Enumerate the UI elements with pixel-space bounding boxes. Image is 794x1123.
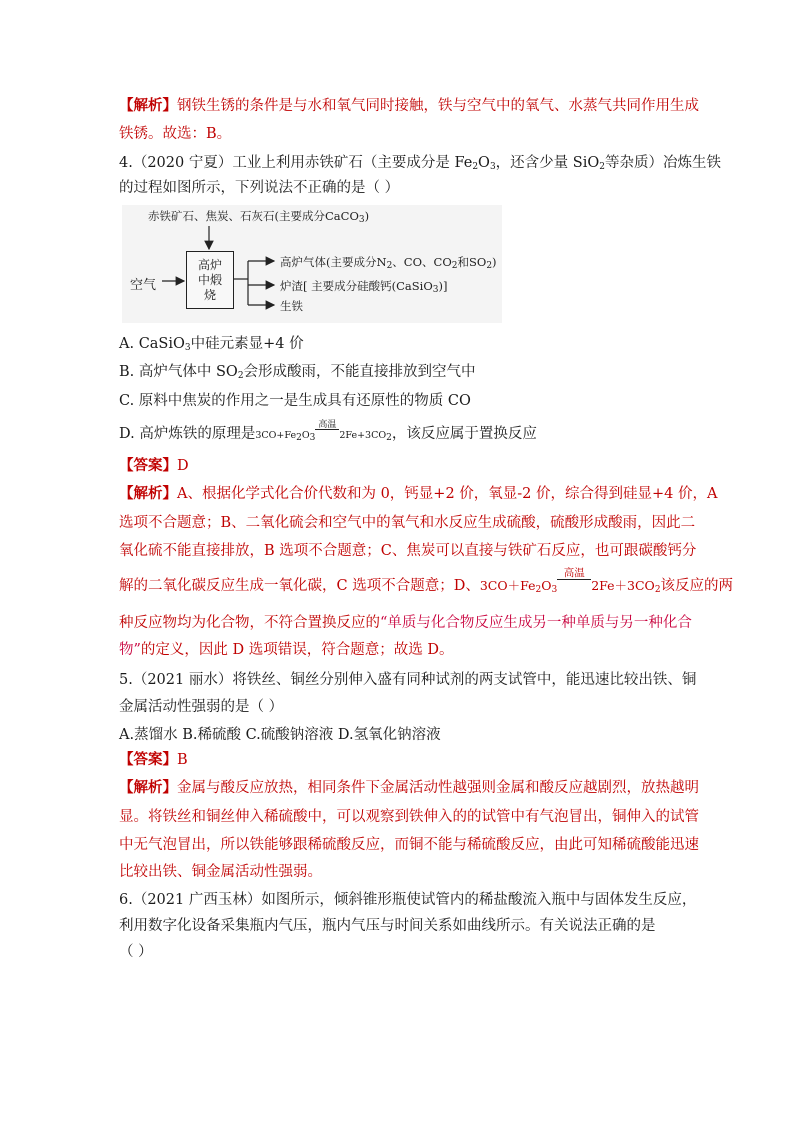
q5-options: A.蒸馏水 B.稀硫酸 C.硫酸钠溶液 D.氢氧化钠溶液 (119, 727, 441, 743)
q5-stem-line2: 金属活动性强弱的是（ ） (119, 699, 284, 715)
q4-option-d: D. 高炉炼铁的原理是$3CO+Fe_2O_3$ 高温 $2Fe+3CO_2$，该反应属于置换反应 (119, 420, 537, 443)
q4-analysis-line3: 氧化硫不能直接排放，B 选项不合题意；C、焦炭可以直接与铁矿石反应，也可跟碳酸钙分 (119, 543, 697, 559)
q3-analysis-line1: 【解析】钢铁生锈的条件是与水和氧气同时接触，铁与空气中的氧气、水蒸气共同作用生成 (119, 97, 699, 114)
diagram-output-iron: 生铁 (280, 299, 303, 313)
q4-answer: 【答案】D (119, 457, 189, 474)
q6-stem-line1: 6.（2021 广西玉林）如图所示，倾斜锥形瓶使试管内的稀盐酸流入瓶中与固体发生反应， (119, 892, 697, 908)
diagram-output-gas: 高炉气体(主要成分$N_2$、CO、$CO_2$和$SO_2$) (280, 255, 497, 271)
q6-stem-line3: （ ） (119, 944, 153, 960)
q4-analysis-line6: 物”的定义，因此 D 选项错误，符合题意；故选 D。 (119, 642, 454, 658)
q4-option-a: A. CaSiO$_3$中硅元素显+4 价 (119, 336, 304, 353)
analysis-tag: 【解析】 (119, 97, 177, 114)
q5-analysis-line1: 【解析】金属与酸反应放热，相同条件下金属活动性越强则金属和酸反应越剧烈，放热越明 (119, 779, 699, 796)
q4-option-b: B. 高炉气体中 $SO_2$会形成酸雨，不能直接排放到空气中 (119, 364, 476, 381)
furnace-box: 高炉 中煅 烧 (186, 251, 234, 309)
diagram-output-slag: 炉渣[ 主要成分硅酸钙(CaSiO$_3$)] (280, 279, 448, 295)
diagram-top-input: 赤铁矿石、焦炭、石灰石(主要成分CaCO$_3$) (148, 209, 370, 225)
q5-stem-line1: 5.（2021 丽水）将铁丝、铜丝分别伸入盛有同种试剂的两支试管中，能迅速比较出铁、铜 (119, 672, 697, 688)
q5-analysis-line2: 显。将铁丝和铜丝伸入稀硫酸中，可以观察到铁伸入的的试管中有气泡冒出，铜伸入的试管 (119, 809, 699, 825)
q4-analysis-line2: 选项不合题意；B、二氧化硫会和空气中的氧气和水反应生成硫酸，硫酸形成酸雨，因此二 (119, 515, 696, 531)
q5-analysis-line3: 中无气泡冒出，所以铁能够跟稀硫酸反应，而铜不能与稀硫酸反应，由此可知稀硫酸能迅速 (119, 837, 699, 853)
q4-analysis-line5: 种反应物均为化合物，不符合置换反应的“单质与化合物反应生成另一种单质与另一种化合 (119, 615, 692, 631)
q6-stem-line2: 利用数字化设备采集瓶内气压，瓶内气压与时间关系如曲线所示。有关说法正确的是 (119, 918, 656, 934)
q4-stem-line1: 4.（2020 宁夏）工业上利用赤铁矿石（主要成分是 $Fe_2O_3$，还含少量 SiO$_2$等杂质）冶炼生铁 (119, 155, 721, 172)
q4-stem-line2: 的过程如图所示，下列说法不正确的是（ ） (119, 180, 400, 196)
equation-d: $3CO+Fe_2O_3$ 高温 $2Fe+3CO_2$ (255, 420, 392, 443)
q4-analysis-line1: 【解析】A、根据化学式化合价代数和为 0，钙显+2 价，氧显-2 价，综合得到硅显+4 价，A (119, 485, 718, 502)
diagram-air: 空气 (130, 278, 157, 293)
q5-answer: 【答案】B (119, 751, 188, 768)
q3-analysis-line2: 铁锈。故选：B。 (119, 126, 232, 142)
q5-analysis-line4: 比较出铁、铜金属活动性强弱。 (119, 864, 322, 880)
blast-furnace-diagram (122, 205, 502, 323)
q4-option-c: C. 原料中焦炭的作用之一是生成具有还原性的物质 CO (119, 393, 471, 409)
q4-analysis-line4: 解的二氧化碳反应生成一氧化碳，C 选项不合题意；D、$3CO+Fe_2O_3$ 高温 $2Fe+3CO_2$该反应的两 (119, 567, 734, 595)
